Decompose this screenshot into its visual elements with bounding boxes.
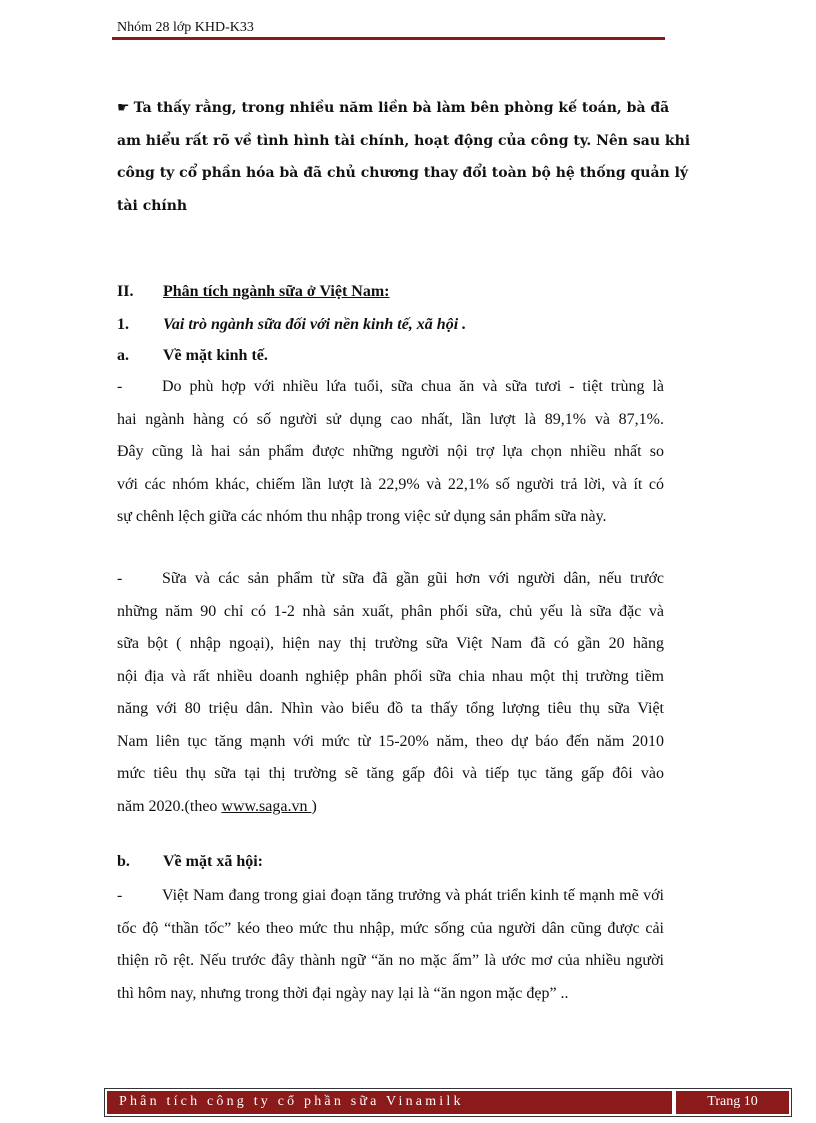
page-header: Nhóm 28 lớp KHD-K33 [117,20,254,35]
paragraph-line: Nam liên tục tăng mạnh với mức từ 15-20% năm, theo dự báo đến năm 2010 [117,732,664,750]
paragraph-economic-1 [117,371,664,534]
paragraph-line: - Do phù hợp với nhiều lứa tuổi, sữa chua ăn và sữa tươi - tiệt trùng là [117,371,664,404]
paragraph-line: những năm 90 chỉ có 1-2 nhà sản xuất, phân phối sữa, chủ yếu là sữa đặc và [117,602,664,620]
bullet-dash: - [117,570,123,587]
source-link[interactable]: www.saga.vn [221,797,312,815]
paragraph-line: - Sữa và các sản phẩm từ sữa đã gần gũi hơn với người dân, nếu trước [117,563,664,596]
paragraph-line: tốc độ “thần tốc” kéo theo mức thu nhập, mức sống của người dân cũng được cải [117,919,664,937]
paragraph-line: năm 2020.(theo www.saga.vn ) [117,797,317,815]
paragraph-line: sữa bột ( nhập ngoại), hiện nay thị trường sữa Việt Nam đã có gần 20 hãng [117,635,664,652]
paragraph-social [117,880,664,1010]
paragraph-line: sự chênh lệch giữa các nhóm thu nhập trong việc sử dụng sản phẩm sữa này. [117,508,607,525]
intro-paragraph [117,92,691,222]
paragraph-line: thiện rõ rệt. Nếu trước đây thành ngữ “ăn no mặc ấm” là ước mơ của nhiều người [117,952,664,969]
intro-line: ☛ Ta thấy rằng, trong nhiều năm liền bà làm bên phòng kế toán, bà đã [117,100,670,116]
bullet-dash: - [117,887,123,904]
intro-line: công ty cổ phần hóa bà đã chủ chương thay đổi toàn bộ hệ thống quản lý [117,165,689,181]
paragraph-line: hai ngành hàng có số người sử dụng cao nhất, lần lượt là 89,1% và 87,1%. [117,410,664,428]
paragraph-line: năng với 80 triệu dân. Nhìn vào biểu đồ ta thấy tổng lượng tiêu thụ sữa Việt [117,700,664,717]
header-rule [112,37,665,40]
footer-title: Phân tích công ty cổ phần sữa Vinamilk [107,1091,671,1114]
page-number: Trang 10 [676,1091,789,1114]
paragraph-line: Đây cũng là hai sản phẩm được những người nội trợ lựa chọn nhiều nhất so [117,443,664,460]
paragraph-line: thì hôm nay, nhưng trong thời đại ngày nay lại là “ăn ngon mặc đẹp” .. [117,984,569,1002]
subsection-number: 1. [117,316,129,333]
section-title: Phân tích ngành sữa ở Việt Nam: [163,283,390,300]
subsection-number: a. [117,347,129,364]
subsection-title: Về mặt xã hội: [163,853,263,870]
pointing-hand-icon: ☛ [117,100,130,116]
paragraph-line: với các nhóm khác, chiếm lần lượt là 22,9% và 22,1% số người trả lời, và ít có [117,475,664,493]
intro-line: tài chính [117,197,188,214]
intro-line: am hiểu rất rõ về tình hình tài chính, hoạt động của công ty. Nên sau khi [117,132,691,149]
paragraph-line: mức tiêu thụ sữa tại thị trường sẽ tăng gấp đôi và tiếp tục tăng gấp đôi vào [117,765,664,782]
subsection-title: Về mặt kinh tế. [163,347,268,364]
paragraph-economic-2 [117,563,664,823]
section-number: II. [117,283,134,300]
bullet-dash: - [117,378,123,395]
paragraph-line: - Việt Nam đang trong giai đoạn tăng trưởng và phát triển kinh tế mạnh mẽ với [117,880,664,913]
subsection-title: Vai trò ngành sữa đối với nền kinh tế, xã hội . [163,316,467,333]
paragraph-line: nội địa và rất nhiều doanh nghiệp phân phối sữa chia nhau một thị trường tiềm [117,667,664,685]
page-footer [104,1088,792,1117]
subsection-number: b. [117,853,130,870]
